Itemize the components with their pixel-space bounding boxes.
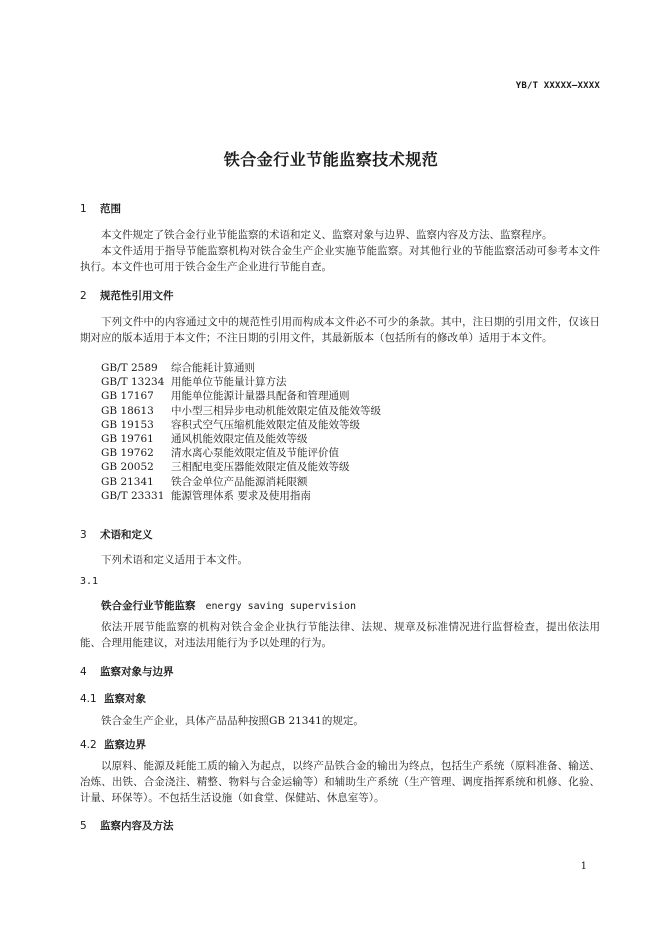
reference-name: 用能单位能源计量器具配备和管理通则 xyxy=(171,390,350,403)
reference-name: 综合能耗计算通则 xyxy=(171,362,255,374)
term-chinese: 铁合金行业节能监察 xyxy=(101,600,196,612)
reference-code: GB 19762 xyxy=(101,447,154,460)
reference-name: 三相配电变压器能效限定值及能效等级 xyxy=(171,461,350,474)
reference-name: 铁合金单位产品能源消耗限额 xyxy=(171,475,308,488)
subsection-title: 监察对象 xyxy=(104,693,146,705)
section-1-heading xyxy=(80,201,121,216)
reference-name: 清水离心泵能效限定值及节能评价值 xyxy=(171,447,339,460)
reference-list xyxy=(101,361,381,503)
section-title: 术语和定义 xyxy=(100,529,153,541)
section-number: 2 xyxy=(80,290,87,302)
reference-item xyxy=(101,460,381,474)
section-title: 监察对象与边界 xyxy=(100,666,174,678)
reference-code: GB 21341 xyxy=(101,475,154,488)
reference-name: 通风机能效限定值及能效等级 xyxy=(171,433,308,446)
subsection-number: 4.1 xyxy=(80,693,97,705)
section-number: 5 xyxy=(80,820,87,832)
section-number: 3 xyxy=(80,529,87,541)
reference-code: GB 17167 xyxy=(101,390,154,403)
reference-item xyxy=(101,446,381,460)
reference-item xyxy=(101,389,381,403)
reference-item xyxy=(101,489,381,503)
reference-code: GB 19153 xyxy=(101,418,154,431)
reference-item xyxy=(101,375,381,389)
reference-item xyxy=(101,418,381,432)
reference-code: GB 18613 xyxy=(101,404,154,417)
terms-intro: 下列术语和定义适用于本文件。 xyxy=(101,554,248,566)
section-5-heading xyxy=(80,818,174,833)
normative-refs-intro: 下列文件中的内容通过文中的规范性引用而构成本文件必不可少的条款。其中，注日期的引用文件，仅该日期对应的版本适用于本文件；不注日期的引用文件，其最新版本（包括所有的修改单）适用于本文件。 xyxy=(80,316,600,344)
subsection-number: 4.2 xyxy=(80,739,97,751)
section-2-heading xyxy=(80,288,174,303)
page-number: 1 xyxy=(580,861,587,872)
scope-paragraph-1: 本文件规定了铁合金行业节能监察的术语和定义、监察对象与边界、监察内容及方法、监察程序。 xyxy=(101,229,553,241)
subsection-title: 监察边界 xyxy=(104,739,146,751)
reference-code: GB 20052 xyxy=(101,461,154,474)
section-3-heading xyxy=(80,527,153,542)
section-number: 1 xyxy=(80,203,87,215)
reference-name: 能源管理体系 要求及使用指南 xyxy=(171,489,311,502)
section-4-heading xyxy=(80,664,174,679)
reference-code: GB 19761 xyxy=(101,433,154,446)
reference-item xyxy=(101,432,381,446)
term-definition: 依法开展节能监察的机构对铁合金企业执行节能法律、法规、规章及标准情况进行监督检查，提出依法用能、合理用能建议，对违法用能行为予以处理的行为。 xyxy=(80,621,600,649)
document-code: YB/T XXXXX—XXXX xyxy=(515,81,600,91)
reference-name: 用能单位节能量计算方法 xyxy=(171,376,287,389)
scope-paragraph-2: 本文件适用于指导节能监察机构对铁合金生产企业实施节能监察。对其他行业的节能监察活动可参考本文件执行。本文件也可用于铁合金生产企业进行节能自查。 xyxy=(80,245,600,273)
reference-name: 容积式空气压缩机能效限定值及能效等级 xyxy=(171,418,360,431)
reference-code: GB/T 13234 xyxy=(101,376,165,389)
document-title: 铁合金行业节能监察技术规范 xyxy=(223,150,439,169)
section-title: 规范性引用文件 xyxy=(100,290,174,302)
objects-text: 铁合金生产企业，具体产品品种按照GB 21341的规定。 xyxy=(101,715,364,727)
reference-code: GB/T 23331 xyxy=(101,489,165,502)
reference-name: 中小型三相异步电动机能效限定值及能效等级 xyxy=(171,404,381,417)
reference-item xyxy=(101,361,381,375)
term-english: energy saving supervision xyxy=(205,601,357,612)
section-title: 监察内容及方法 xyxy=(100,820,174,832)
section-title: 范围 xyxy=(100,203,121,215)
reference-code: GB/T 2589 xyxy=(101,362,158,374)
section-number: 4 xyxy=(80,666,87,678)
subsection-4-2-heading xyxy=(80,737,146,752)
boundary-text: 以原料、能源及耗能工质的输入为起点，以终产品铁合金的输出为终点，包括生产系统（原料准备、输送、冶炼、出铁、合金浇注、精整、物料与合金运输等）和辅助生产系统（生产管理、调度指挥系统和机修、化验、计量、环保等）。不包括生活设施（如食堂、保健站、休息室等）。 xyxy=(80,760,600,804)
subsection-4-1-heading xyxy=(80,691,146,706)
term-entry xyxy=(101,598,356,613)
reference-item xyxy=(101,475,381,489)
reference-item xyxy=(101,404,381,418)
clause-number: 3.1 xyxy=(80,576,99,587)
